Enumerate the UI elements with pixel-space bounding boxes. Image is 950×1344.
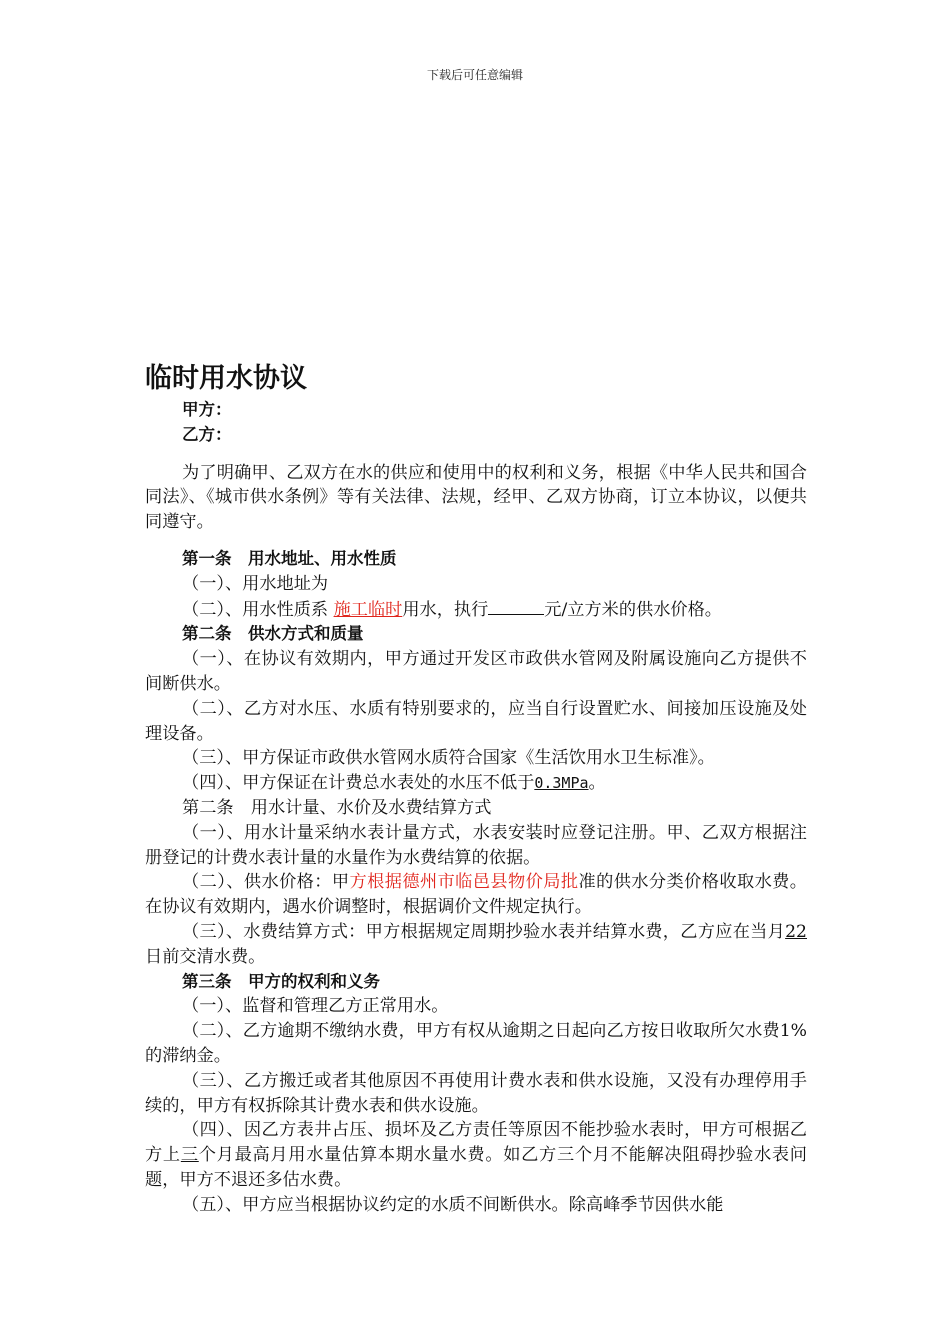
article-2-clause-3: （三）、甲方保证市政供水管网水质符合国家《生活饮用水卫生标准》。	[182, 748, 715, 769]
article-2-clause-2: （二）、乙方对水压、水质有特别要求的，应当自行设置贮水、间接加压设施及处理设备。	[145, 698, 807, 744]
article-3-clause-3: （三）、乙方搬迁或者其他原因不再使用计费水表和供水设施，又没有办理停用手续的，甲方有权拆除其计费水表和供水设施。	[145, 1070, 807, 1116]
article-2-clause-4: （四）、甲方保证在计费总水表处的水压不低于0.3MPa。	[182, 773, 606, 794]
intro-paragraph: 为了明确甲、乙双方在水的供应和使用中的权利和义务，根据《中华人民共和国合同法》、《城市供水条例》等有关法律、法规，经甲、乙双方协商，订立本协议，以便共同遵守。	[145, 462, 807, 533]
document-body	[145, 398, 807, 1218]
article-3-title: 第三条 甲方的权利和义务	[182, 971, 380, 991]
article-2b-clause-1: （一）、用水计量采纳水表计量方式，水表安装时应登记注册。甲、乙双方根据注册登记的计费水表计量的水量作为水费结算的依据。	[145, 822, 807, 868]
article-2-clause-1: （一）、在协议有效期内，甲方通过开发区市政供水管网及附属设施向乙方提供不间断供水。	[145, 649, 807, 694]
price-blank-field	[488, 597, 544, 615]
party-a-label: 甲方：	[182, 400, 232, 419]
document-title: 临时用水协议	[145, 363, 307, 394]
months-value: 三	[180, 1145, 199, 1166]
page-header: 下载后可任意编辑	[426, 68, 523, 82]
article-1-clause-2: （二）、用水性质系 施工临时用水，执行 元/立方米的供水价格。	[145, 597, 807, 623]
due-day-value: 22	[785, 921, 807, 942]
article-3-clause-4: （四）、因乙方表井占压、损坏及乙方责任等原因不能抄验水表时，甲方可根据乙方上三个月最高月用水量估算本期水量水费。如乙方三个月不能解决阻碍抄验水表问题，甲方不退还多估水费。	[145, 1120, 807, 1190]
article-2-title: 第二条 供水方式和质量	[182, 624, 364, 644]
water-type-highlight: 施工临时	[333, 599, 403, 620]
article-3-clause-5: （五）、甲方应当根据协议约定的水质不间断供水。除高峰季节因供水能	[182, 1194, 724, 1215]
pressure-value: 0.3MPa	[534, 774, 589, 793]
party-b-label: 乙方：	[182, 424, 232, 444]
article-2b-clause-3: （三）、水费结算方式：甲方根据规定周期抄验水表并结算水费，乙方应在当月22日前交清水费。	[145, 921, 807, 967]
article-3-clause-2: （二）、乙方逾期不缴纳水费，甲方有权从逾期之日起向乙方按日收取所欠水费1%的滞纳金。	[145, 1021, 807, 1066]
article-2b-title: 第二条 用水计量、水价及水费结算方式	[182, 797, 492, 818]
price-authority-highlight: 方根据德州市临邑县物价局批	[349, 872, 579, 893]
article-2b-clause-2: （二）、供水价格：甲方根据德州市临邑县物价局批准的供水分类价格收取水费。在协议有效期内，遇水价调整时，根据调价文件规定执行。	[145, 872, 807, 918]
article-1-clause-1: （一）、用水地址为	[182, 573, 329, 594]
article-1-title: 第一条 用水地址、用水性质	[182, 548, 397, 568]
article-3-clause-1: （一）、监督和管理乙方正常用水。	[182, 996, 449, 1017]
